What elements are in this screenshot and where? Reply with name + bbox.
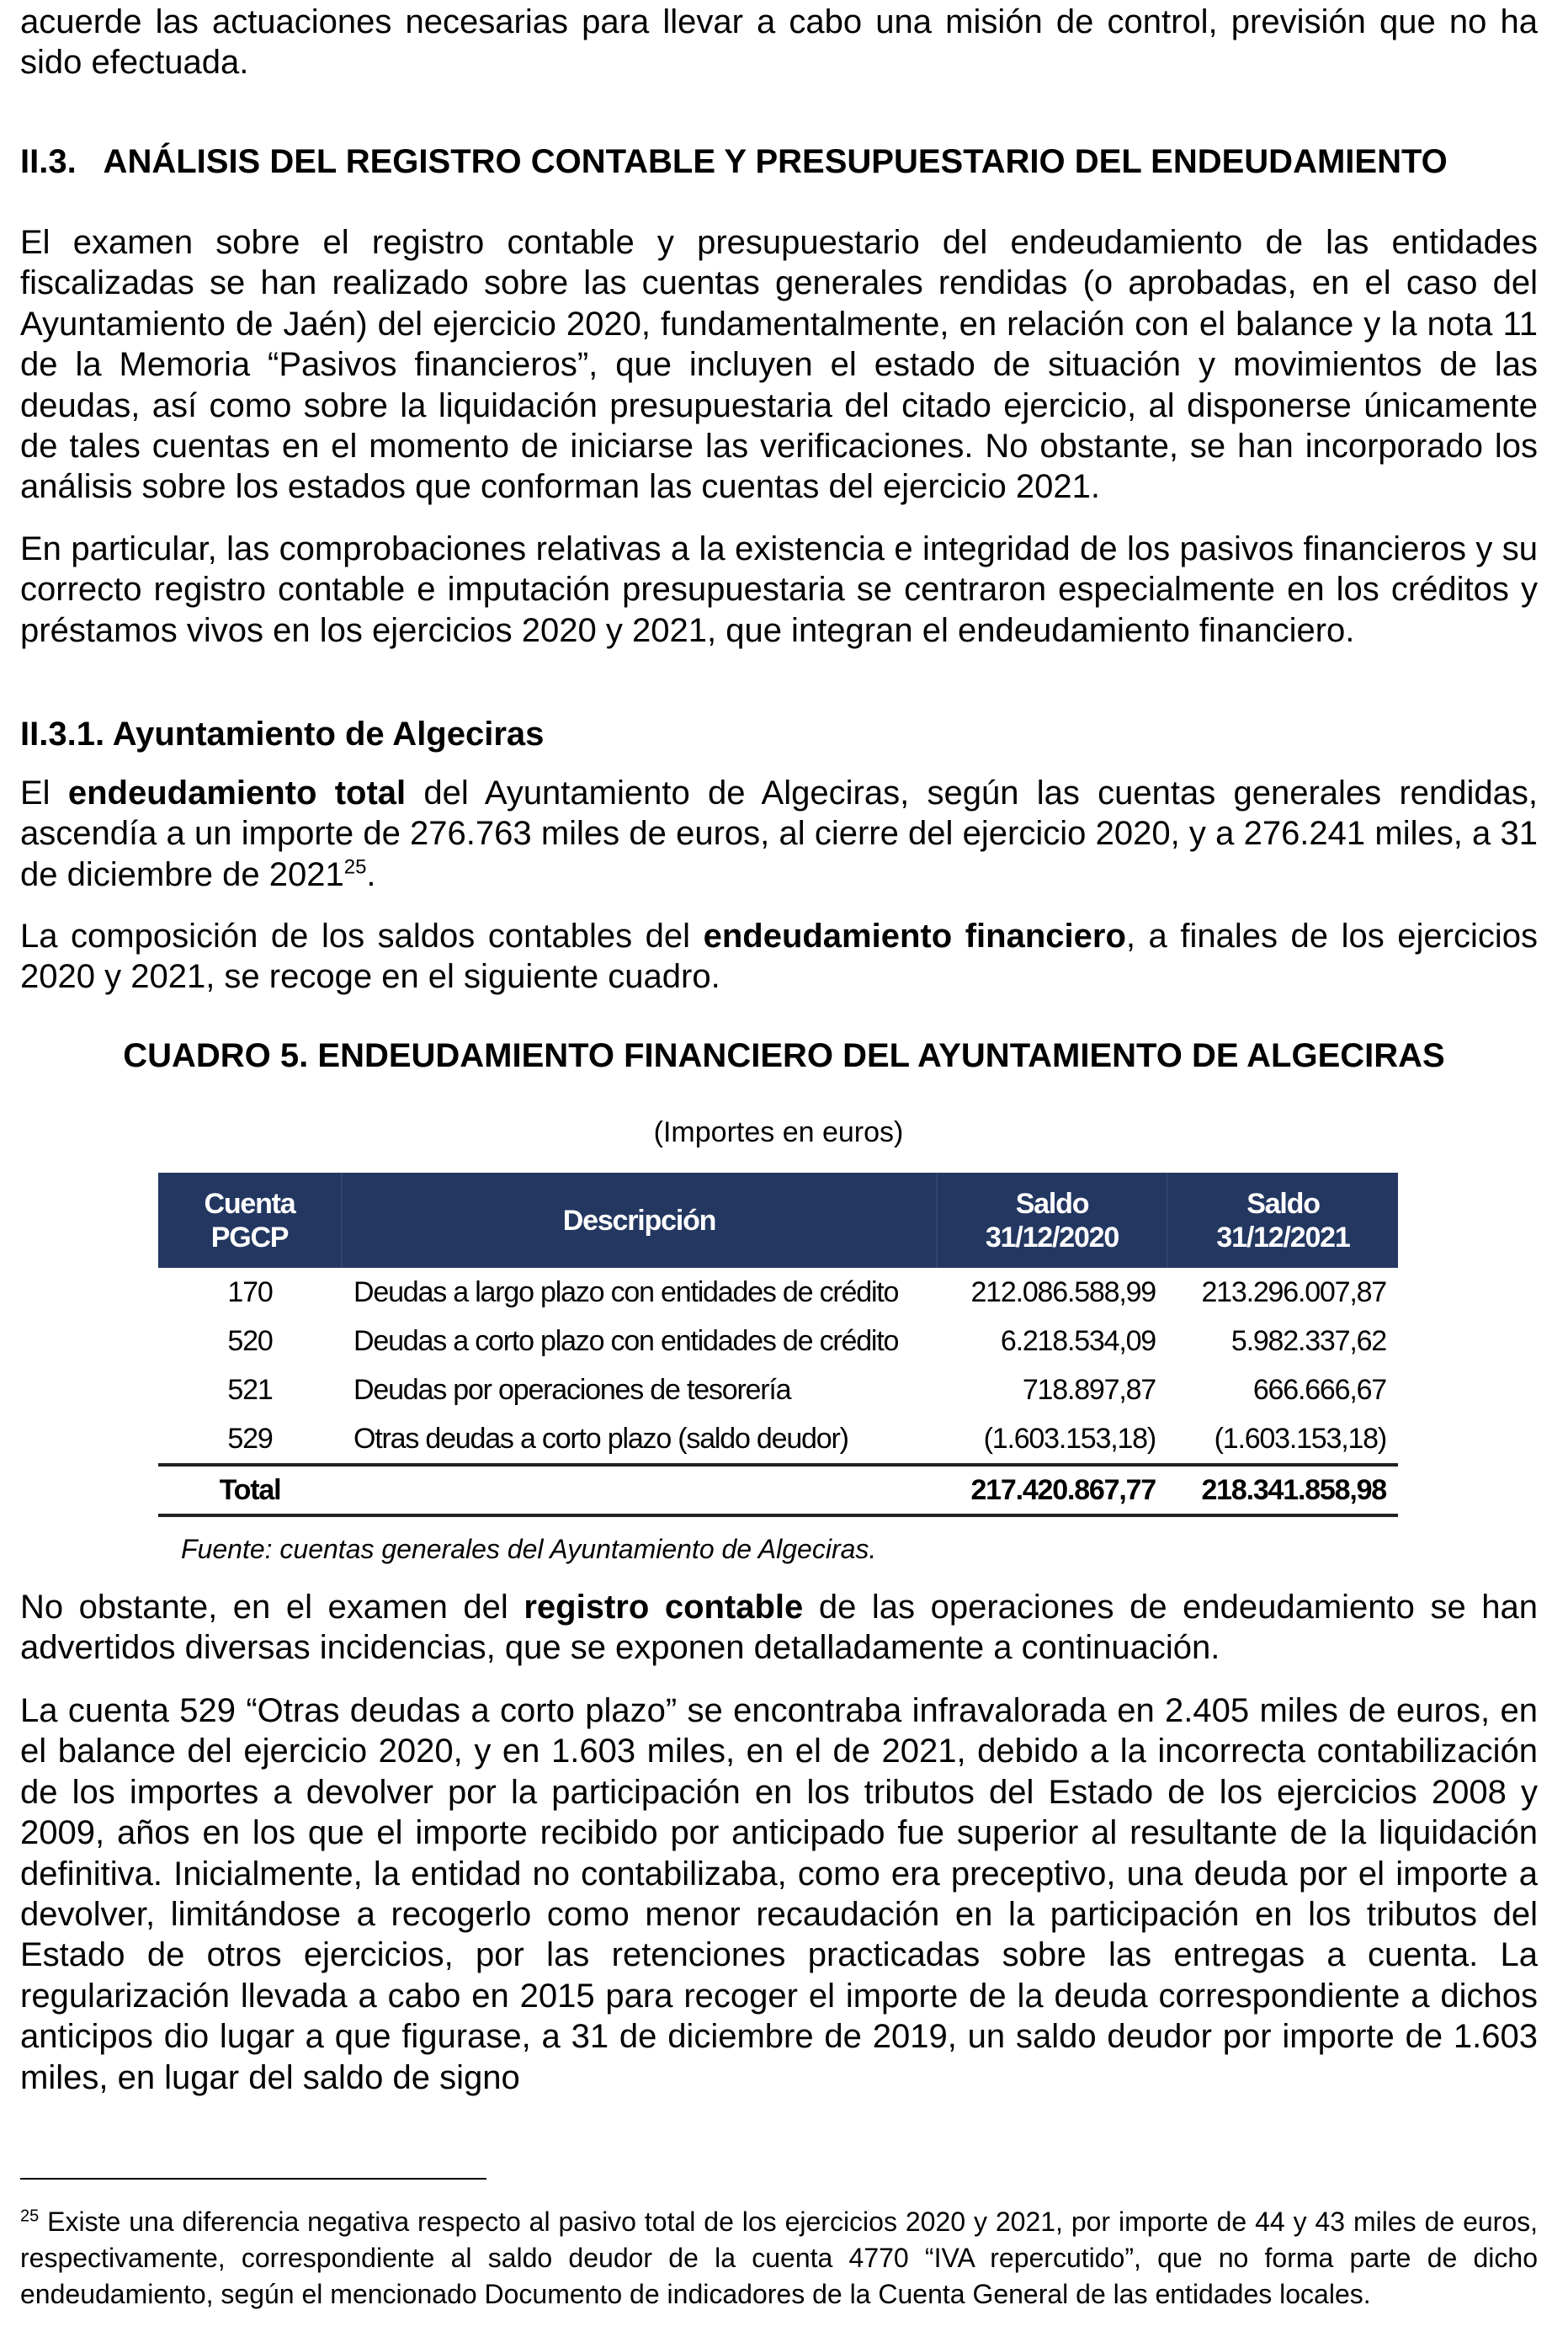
- text-run: , a finales de los ejercicios 2020 y 2021, se recoge en el siguiente cuadro.: [20, 918, 1538, 996]
- cell-cuenta: 529: [227, 1422, 273, 1455]
- cell-saldo-2021: 213.296.007,87: [1201, 1275, 1386, 1308]
- table-source: Fuente: cuentas generales del Ayuntamiento de Algeciras.: [181, 1534, 877, 1564]
- table-row: [158, 1365, 1398, 1414]
- paragraph-total-debt: [20, 773, 1538, 895]
- subsection-heading: II.3.1. Ayuntamiento de Algeciras: [20, 716, 545, 753]
- header-saldo-2021: Saldo 31/12/2021: [1167, 1173, 1398, 1268]
- paragraph-incidencias: [20, 1587, 1538, 1669]
- text-run: .: [366, 855, 376, 893]
- header-saldo-2020: Saldo 31/12/2020: [937, 1173, 1167, 1268]
- paragraph-cuenta-529: [20, 1690, 1538, 2098]
- text-run: El examen sobre el registro contable y presupuestario del endeudamiento de las entidades fiscalizadas se han realizado sobre las cuentas generales rendidas (o aprobadas, en el caso del Ayuntamiento de Jaén) del ejercicio 2020, fundamentalmente, en relación con el balance y la nota 11 de la Memoria “Pasivos financieros”, que incluyen el estado de situación y movimientos de las deudas, así como sobre la liquidación presupuestaria del citado ejercicio, al disponerse únicamente de tales cuentas en el momento de iniciarse las verificaciones. No obstante, se han incorporado los análisis sobre los estados que conforman las cuentas del ejercicio 2021.: [20, 224, 1538, 506]
- cell-saldo-2020: 718.897,87: [1022, 1373, 1156, 1406]
- total-2021: 218.341.858,98: [1167, 1465, 1398, 1515]
- text-run: Existe una diferencia negativa respecto al pasivo total de los ejercicios 2020 y 2021, por importe de 44 y 43 miles de euros, respectivamente, correspondiente al saldo deudor de la cuenta 4770 “IVA repercutido”, que no forma parte de dicho endeudamiento, según el mencionado Documento de indicadores de la Cuenta General de las entidades locales.: [20, 2207, 1538, 2309]
- bold-text: endeudamiento financiero: [703, 918, 1126, 955]
- text-run: La cuenta 529 “Otras deudas a corto plazo” se encontraba infravalorada en 2.405 miles de euros, en el balance del ejercicio 2020, y en 1.603 miles, en el de 2021, debido a la incorrecta contabilización de los importes a devolver por la participación en los tributos del Estado de los ejercicios 2008 y 2009, años en los que el importe recibido por anticipado fue superior al resultante de la liquidación definitiva. Inicialmente, la entidad no contabilizaba, como era preceptivo, una deuda por el importe a devolver, limitándose a recogerlo como menor recaudación en la participación en los tributos del Estado de otros ejercicios, por las retenciones practicadas sobre las entregas a cuenta. La regularización llevada a cabo en 2015 para recoger el importe de la deuda correspondiente a dichos anticipos dio lugar a que figurase, a 31 de diciembre de 2019, un saldo deudor por importe de 1.603 miles, en lugar del saldo de signo: [20, 1692, 1538, 2096]
- table-row: [158, 1268, 1398, 1317]
- cell-cuenta: 520: [227, 1324, 273, 1357]
- paragraph-particular: [20, 529, 1538, 651]
- footnote-ref: 25: [343, 855, 367, 879]
- cell-saldo-2021: (1.603.153,18): [1214, 1422, 1386, 1455]
- footnote-25: [20, 2204, 1538, 2313]
- bold-text: registro contable: [524, 1589, 804, 1626]
- table-title: CUADRO 5. ENDEUDAMIENTO FINANCIERO DEL AYUNTAMIENTO DE ALGECIRAS: [123, 1037, 1445, 1074]
- cell-descripcion: Deudas a corto plazo con entidades de crédito: [353, 1324, 899, 1357]
- text-run: No obstante, en el examen del: [20, 1589, 524, 1626]
- cell-saldo-2021: 5.982.337,62: [1230, 1324, 1386, 1357]
- footnote-divider: [20, 2178, 486, 2180]
- cell-cuenta: 170: [227, 1275, 273, 1308]
- section-heading: II.3. ANÁLISIS DEL REGISTRO CONTABLE Y PRESUPUESTARIO DEL ENDEUDAMIENTO: [20, 143, 1448, 180]
- text-run: El: [20, 775, 68, 812]
- table-units: (Importes en euros): [653, 1116, 904, 1148]
- text-run: del Ayuntamiento de Algeciras, según las cuentas generales rendidas, ascendía a un importe de 276.763 miles de euros, al cierre del ejercicio 2020, y a 276.241 miles, a 31 de diciembre de 2021: [20, 775, 1538, 893]
- text-run: La composición de los saldos contables del: [20, 918, 704, 955]
- table-header-row: [158, 1173, 1398, 1268]
- cell-cuenta: 521: [227, 1373, 273, 1406]
- table-row: [158, 1317, 1398, 1365]
- cell-saldo-2020: 6.218.534,09: [1000, 1324, 1156, 1357]
- bold-text: endeudamiento total: [67, 775, 407, 812]
- total-empty: [342, 1465, 937, 1515]
- table-total-row: [158, 1465, 1398, 1515]
- cell-saldo-2020: (1.603.153,18): [983, 1422, 1156, 1455]
- cell-descripcion: Otras deudas a corto plazo (saldo deudor): [353, 1422, 848, 1455]
- header-descripcion: Descripción: [342, 1173, 937, 1268]
- footnote-ref: 25: [20, 2207, 40, 2226]
- cell-saldo-2021: 666.666,67: [1252, 1373, 1386, 1406]
- header-cuenta: Cuenta PGCP: [158, 1173, 342, 1268]
- debt-table: [158, 1173, 1398, 1517]
- paragraph-exam: [20, 222, 1538, 508]
- cell-saldo-2020: 212.086.588,99: [970, 1275, 1156, 1308]
- total-label: Total: [158, 1465, 342, 1515]
- text-run: acuerde las actuaciones necesarias para llevar a cabo una misión de control, previsión que no ha sido efectuada.: [20, 3, 1538, 82]
- paragraph-intro: [20, 2, 1538, 83]
- paragraph-composition: [20, 916, 1538, 998]
- cell-descripcion: Deudas a largo plazo con entidades de crédito: [353, 1275, 899, 1308]
- total-2020: 217.420.867,77: [937, 1465, 1167, 1515]
- cell-descripcion: Deudas por operaciones de tesorería: [353, 1373, 791, 1406]
- table-row: [158, 1414, 1398, 1465]
- text-run: En particular, las comprobaciones relativas a la existencia e integridad de los pasivos financieros y su correcto registro contable e imputación presupuestaria se centraron especialmente en los créditos y préstamos vivos en los ejercicios 2020 y 2021, que integran el endeudamiento financiero.: [20, 530, 1538, 649]
- text-run: de las operaciones de endeudamiento se han advertidos diversas incidencias, que se exponen detalladamente a continuación.: [20, 1589, 1538, 1667]
